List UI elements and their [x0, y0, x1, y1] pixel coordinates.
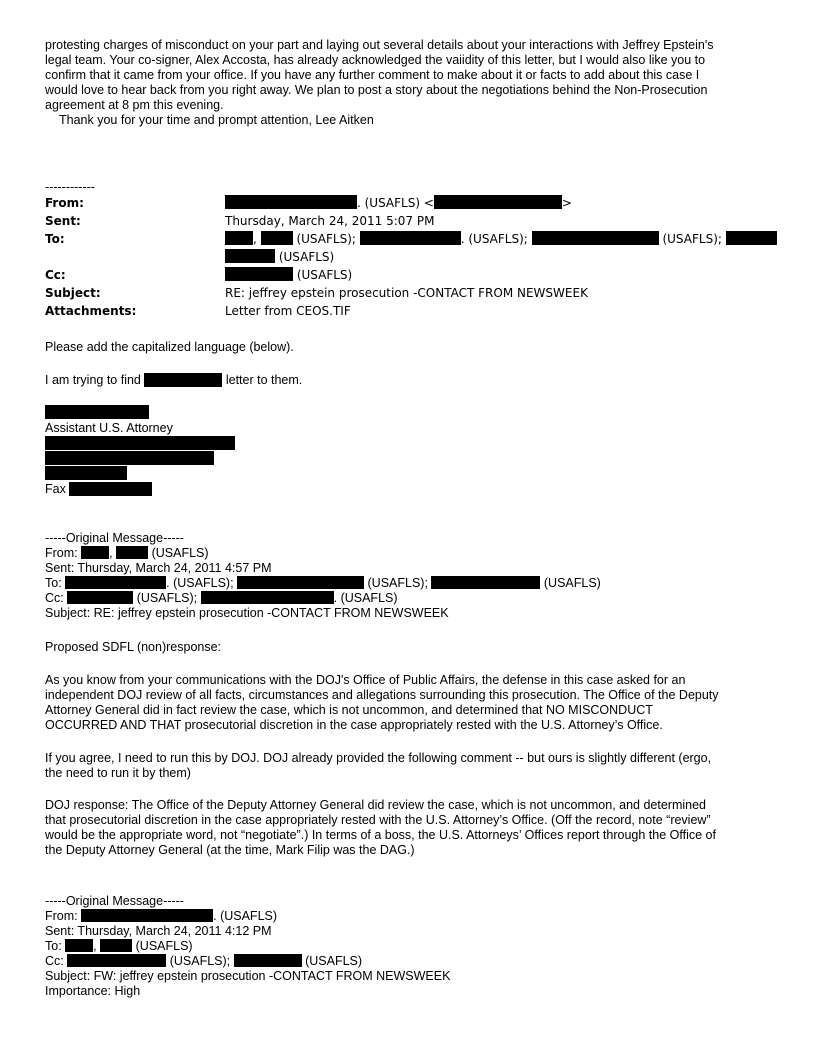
redaction	[261, 231, 293, 245]
redaction	[116, 546, 148, 559]
to-value: , (USAFLS); . (USAFLS); (USAFLS);	[225, 230, 777, 248]
para-line: If you agree, I need to run this by DOJ. DOJ already provided the following comment -- but ours is slightly different (ergo,	[45, 751, 712, 765]
msg3-to: To: , (USAFLS)	[45, 939, 193, 953]
redaction	[45, 405, 149, 419]
para-line: the Deputy Attorney General (at the time, Mark Filip was the DAG.)	[45, 843, 415, 857]
msg3-from: From: . (USAFLS)	[45, 909, 278, 923]
redaction	[67, 591, 133, 604]
msg3-cc: Cc: (USAFLS); (USAFLS)	[45, 954, 363, 968]
redaction	[237, 576, 364, 589]
paragraph-3	[45, 798, 775, 858]
para-line: OCCURRED AND THAT prosecutorial discretion in the case appropriately rested with the U.S. Attorney’s Office.	[45, 718, 663, 732]
intro-paragraph	[45, 38, 775, 128]
intro-line: legal team. Your co-signer, Alex Accosta, has already acknowledged the vaiidity of this letter, but I would also like you to	[45, 53, 706, 67]
redaction	[726, 231, 777, 245]
subject-value: RE: jeffrey epstein prosecution -CONTACT FROM NEWSWEEK	[225, 286, 588, 300]
msg2-cc: Cc: (USAFLS); . (USAFLS)	[45, 591, 398, 605]
redaction	[45, 436, 235, 450]
subject-label: Subject:	[45, 286, 101, 300]
msg2-sent: Sent: Thursday, March 24, 2011 4:57 PM	[45, 561, 272, 575]
redaction	[65, 576, 166, 589]
redaction	[45, 451, 214, 465]
redaction	[67, 954, 166, 967]
from-label: From:	[45, 196, 84, 210]
proposed-heading: Proposed SDFL (non)response:	[45, 640, 222, 654]
redaction	[225, 231, 253, 245]
msg2-from: From: , (USAFLS)	[45, 546, 209, 560]
signature-title: Assistant U.S. Attorney	[45, 421, 173, 435]
header-separator: ------------	[45, 180, 95, 194]
signature-fax: Fax	[45, 482, 152, 497]
original-message-marker: -----Original Message-----	[45, 894, 184, 908]
redaction	[225, 249, 275, 263]
msg2-subject: Subject: RE: jeffrey epstein prosecution -CONTACT FROM NEWSWEEK	[45, 606, 449, 620]
redaction	[360, 231, 461, 245]
intro-line: would love to hear back from you right away. We plan to post a story about the negotiations behind the Non-Prosecution	[45, 83, 708, 97]
msg2-to: To: . (USAFLS); (USAFLS); (USAFLS)	[45, 576, 601, 590]
redaction	[532, 231, 659, 245]
redaction	[81, 909, 213, 922]
redaction	[234, 954, 302, 967]
redaction	[225, 195, 357, 209]
body-line: I am trying to find letter to them.	[45, 373, 303, 387]
sent-value: Thursday, March 24, 2011 5:07 PM	[225, 214, 435, 228]
para-line: that prosecutorial discretion in the case appropriately rested with the U.S. Attorney’s Office. (Off the record, note “review”	[45, 813, 711, 827]
para-line: Attorney General did in fact review the case, which is not uncommon, and determined that NO MISCONDUCT	[45, 703, 653, 717]
redaction	[69, 482, 152, 496]
cc-value: (USAFLS)	[225, 266, 352, 284]
redaction	[65, 939, 93, 952]
intro-thanks: Thank you for your time and prompt attention, Lee Aitken	[59, 113, 374, 127]
to-label: To:	[45, 232, 65, 246]
redaction	[100, 939, 132, 952]
cc-label: Cc:	[45, 268, 66, 282]
intro-line: agreement at 8 pm this evening.	[45, 98, 224, 112]
msg3-sent: Sent: Thursday, March 24, 2011 4:12 PM	[45, 924, 272, 938]
original-message-marker: -----Original Message-----	[45, 531, 184, 545]
paragraph-2	[45, 751, 775, 781]
msg3-importance: Importance: High	[45, 984, 141, 998]
para-line: As you know from your communications with the DOJ's Office of Public Affairs, the defense in this case asked for an	[45, 673, 686, 687]
paragraph-1	[45, 673, 775, 733]
attachments-value[interactable]: Letter from CEOS.TIF	[225, 304, 351, 318]
para-line: independent DOJ review of all facts, circumstances and allegations surrounding this prosecution. The Office of the Deputy	[45, 688, 719, 702]
redaction	[144, 373, 222, 387]
from-value: . (USAFLS) < >	[225, 194, 572, 212]
intro-line: protesting charges of misconduct on your part and laying out several details about your interactions with Jeffrey Epstein's	[45, 38, 714, 52]
to-value-line2: (USAFLS)	[225, 248, 334, 266]
para-line: DOJ response: The Office of the Deputy Attorney General did review the case, which is not uncommon, and determined	[45, 798, 706, 812]
para-line: the need to run it by them)	[45, 766, 191, 780]
intro-line: confirm that it came from your office. If you have any further comment to make about it or facts to add about this case I	[45, 68, 700, 82]
body-line: Please add the capitalized language (below).	[45, 340, 294, 354]
redaction	[431, 576, 540, 589]
redaction	[225, 267, 293, 281]
attachments-label: Attachments:	[45, 304, 137, 318]
sent-label: Sent:	[45, 214, 81, 228]
para-line: would be the appropriate word, not “negotiate”.) In terms of a boss, the U.S. Attorneys’ Offices report through the Office of	[45, 828, 716, 842]
msg3-subject: Subject: FW: jeffrey epstein prosecution -CONTACT FROM NEWSWEEK	[45, 969, 451, 983]
redaction	[201, 591, 334, 604]
redaction	[45, 466, 127, 480]
redaction	[434, 195, 562, 209]
redaction	[81, 546, 109, 559]
